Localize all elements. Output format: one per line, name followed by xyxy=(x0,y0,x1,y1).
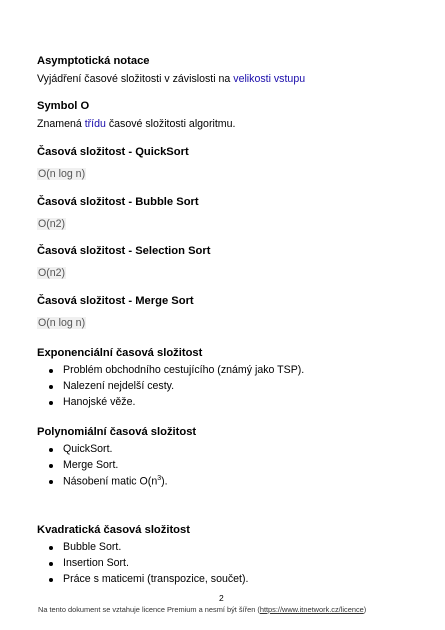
bullet-icon xyxy=(49,464,53,468)
list-item-text: Nalezení nejdelší cesty. xyxy=(63,380,175,392)
list-item xyxy=(63,573,248,585)
heading-polynomial: Polynomiální časová složitost xyxy=(37,426,197,438)
asymptotic-description xyxy=(37,73,305,85)
bullet-icon xyxy=(49,578,53,582)
heading-symbol-o: Symbol O xyxy=(37,100,90,112)
footer-text-after: ) xyxy=(363,605,367,614)
heading-exponential: Exponenciální časová složitost xyxy=(37,347,203,359)
heading-bubble-sort: Časová složitost - Bubble Sort xyxy=(37,196,199,208)
bullet-icon xyxy=(49,562,53,566)
list-item-text-after: ). xyxy=(161,475,168,488)
symbol-description xyxy=(37,118,235,130)
list-item-text: Bubble Sort. xyxy=(63,541,122,553)
merge-sort-complexity: O(n log n) xyxy=(38,317,86,329)
symbol-text-before: Znamená xyxy=(37,118,85,130)
selection-value-wrap xyxy=(37,263,66,281)
list-item-text: Insertion Sort. xyxy=(63,557,129,569)
bubble-value-wrap xyxy=(37,214,66,232)
list-item xyxy=(63,459,118,471)
bullet-icon xyxy=(49,480,53,484)
list-item-text: Práce s maticemi (transpozice, součet). xyxy=(63,573,249,585)
bullet-icon xyxy=(49,401,53,405)
footer-text: Na tento dokument se vztahuje licence Premium a nesmí být šířen ( xyxy=(38,605,260,614)
list-item xyxy=(63,443,112,455)
list-item xyxy=(63,475,168,488)
list-item-text: Merge Sort. xyxy=(63,459,119,471)
list-item-text: Problém obchodního cestujícího (známý jako TSP). xyxy=(63,364,305,376)
license-link[interactable]: https://www.itnetwork.cz/licence xyxy=(259,605,364,614)
heading-quicksort: Časová složitost - QuickSort xyxy=(37,146,189,158)
symbol-text-after: časové složitosti algoritmu. xyxy=(105,118,236,130)
heading-quadratic: Kvadratická časová složitost xyxy=(37,524,190,536)
heading-asymptotic-notation: Asymptotická notace xyxy=(37,55,150,67)
asymptotic-text: Vyjádření časové složitosti v závislosti na xyxy=(37,73,234,85)
quicksort-complexity: O(n log n) xyxy=(38,168,86,180)
list-item-text-before: Násobení matic O(n xyxy=(63,475,158,488)
bullet-icon xyxy=(49,385,53,389)
bullet-icon xyxy=(49,546,53,550)
bubble-sort-complexity: O(n2) xyxy=(38,218,66,230)
license-footer xyxy=(38,605,366,614)
list-item xyxy=(63,396,135,408)
merge-value-wrap xyxy=(37,313,86,331)
heading-merge-sort: Časová složitost - Merge Sort xyxy=(37,295,194,307)
exponent: 3 xyxy=(157,475,162,482)
list-item-text: Hanojské věže. xyxy=(63,396,136,408)
bullet-icon xyxy=(49,369,53,373)
list-item xyxy=(63,541,121,553)
class-link[interactable]: třídu xyxy=(84,118,106,130)
list-item xyxy=(63,380,174,392)
selection-sort-complexity: O(n2) xyxy=(38,267,66,279)
quicksort-value-wrap xyxy=(37,164,86,182)
page-number: 2 xyxy=(219,593,224,603)
bullet-icon xyxy=(49,448,53,452)
heading-selection-sort: Časová složitost - Selection Sort xyxy=(37,245,211,257)
input-size-link[interactable]: velikosti vstupu xyxy=(233,73,306,85)
list-item xyxy=(63,364,304,376)
list-item xyxy=(63,557,129,569)
list-item-text: QuickSort. xyxy=(63,443,113,455)
